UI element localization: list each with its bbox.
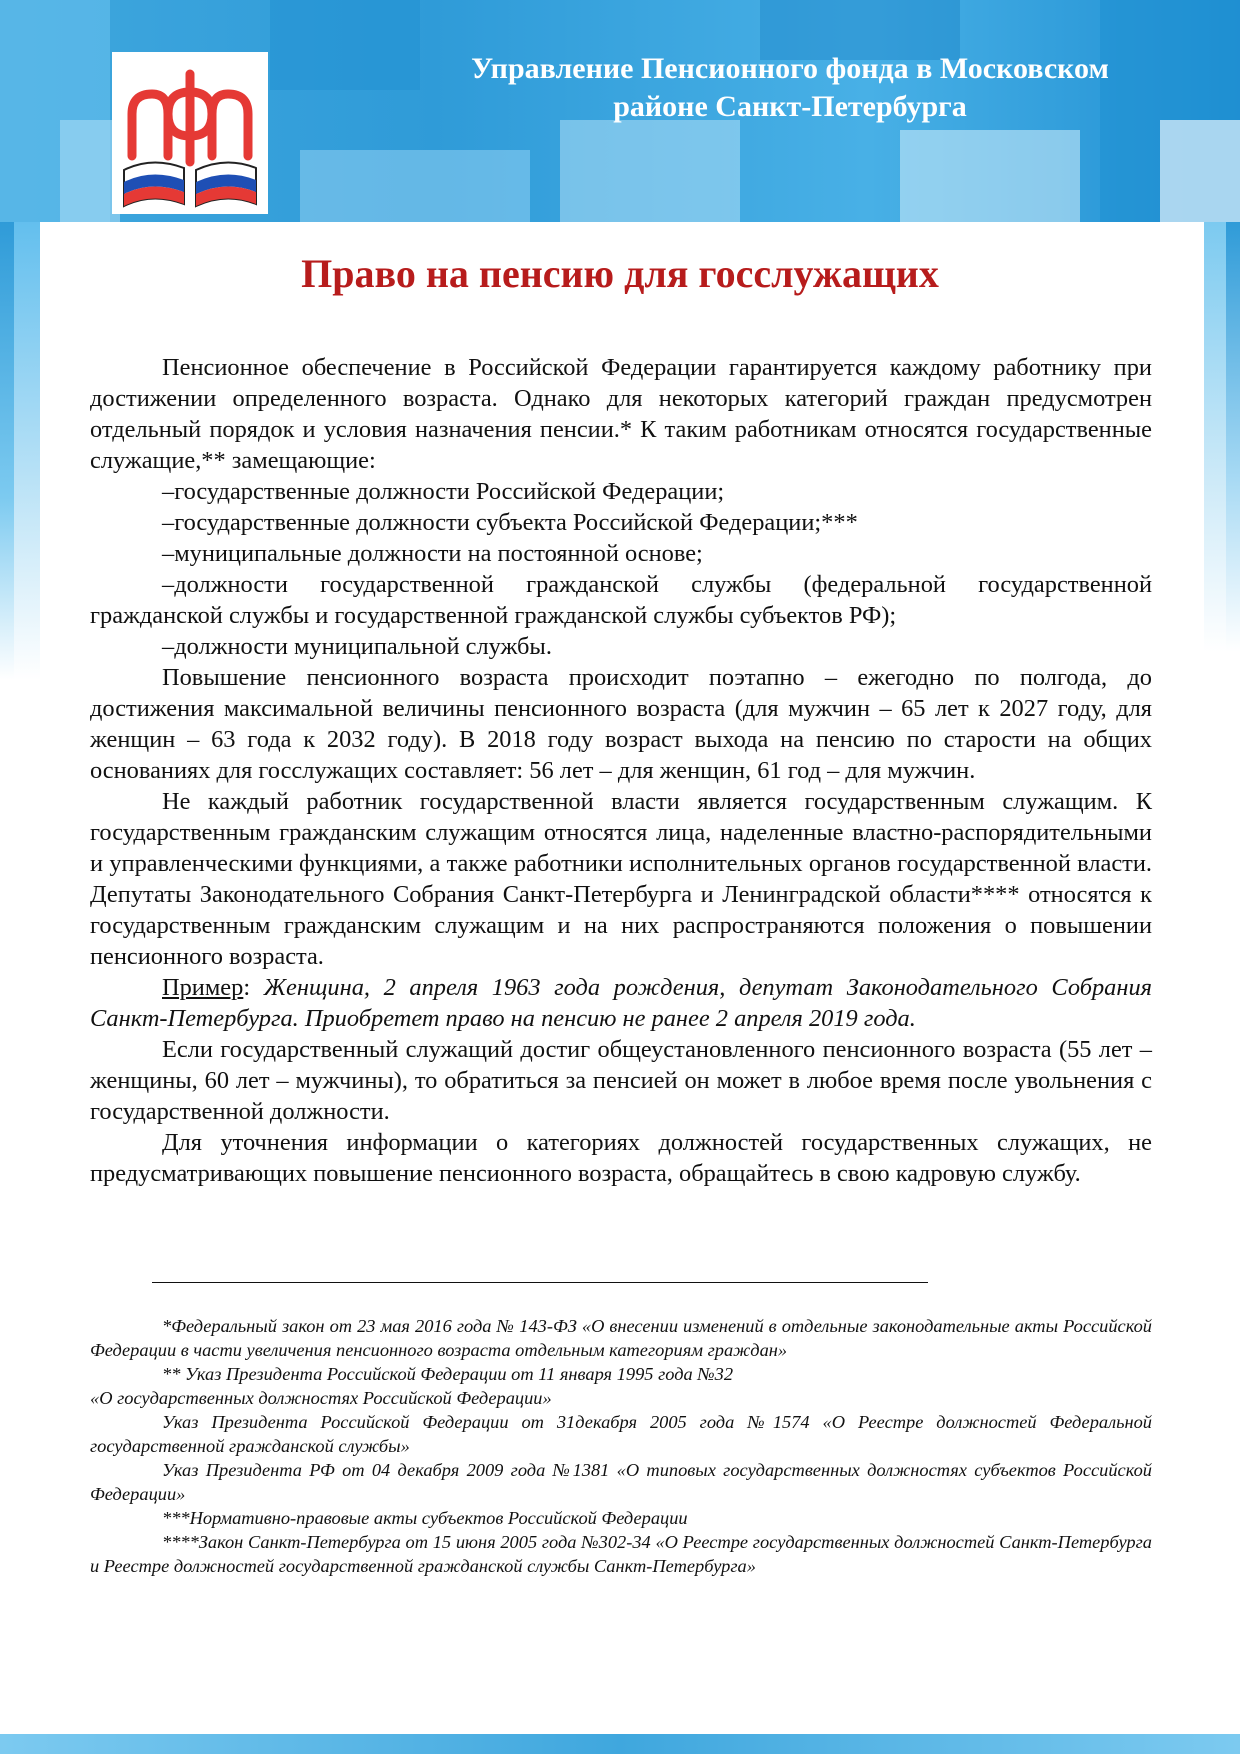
header-tile: [300, 150, 530, 222]
retirement-age-paragraph: Повышение пенсионного возраста происходит поэтапно – ежегодно по полгода, до достижения максимальной величины пенсионного возраста (для мужчин – 65 лет к 2027 году, для женщин – 63 года к 2032 году). В 2018 году возраст выхода на пенсию по старости на общих основаниях для госслужащих составляет: 56 лет – для женщин, 61 год – для мужчин.: [90, 664, 1152, 784]
document-title: Право на пенсию для госслужащих: [301, 251, 939, 296]
general-age-paragraph: Если государственный служащий достиг общеустановленного пенсионного возраста (55 лет – женщины, 60 лет – мужчины), то обратиться за пенсией он может в любое время после увольнения с государственной должности.: [90, 1036, 1152, 1125]
header-tile: [60, 120, 120, 222]
footnote: «О государственных должностях Российской Федерации»: [90, 1388, 552, 1408]
footnote-separator: [152, 1282, 928, 1283]
intro-paragraph: Пенсионное обеспечение в Российской Федерации гарантируется каждому работнику при достижении определенного возраста. Однако для некоторых категорий граждан предусмотрен отдельный порядок и условия назначения пенсии.* К таким работникам относятся государственные служащие,** замещающие:: [90, 354, 1152, 474]
organization-title: [420, 50, 1160, 126]
example-paragraph: [90, 972, 1152, 1034]
footnote: ****Закон Санкт-Петербурга от 15 июня 2005 года №302-34 «О Реестре государственных должностей Санкт-Петербурга и Реестре должностей государственной гражданской службы Санкт-Петербурга»: [90, 1532, 1152, 1576]
example-label: Пример: [162, 974, 244, 1001]
footnote: Указ Президента РФ от 04 декабря 2009 года №1381 «О типовых государственных должностях субъектов Российской Федерации»: [90, 1460, 1152, 1504]
header-tile: [560, 120, 740, 222]
organization-title-line2: районе Санкт-Петербурга: [613, 90, 967, 123]
header-tile: [270, 0, 420, 90]
list-item: –государственные должности субъекта Российской Федерации;***: [162, 509, 858, 536]
footnote: Указ Президента Российской Федерации от 31декабря 2005 года №1574 «О Реестре должностей Федеральной государственной гражданской службы»: [90, 1412, 1152, 1456]
header-tile: [900, 130, 1080, 222]
header-tile: [1160, 120, 1240, 222]
list-item: –должности государственной гражданской службы (федеральной государственной гражданской службы и государственной гражданской службы субъектов РФ);: [90, 571, 1152, 629]
document-body: [90, 352, 1152, 1189]
contact-hr-paragraph: Для уточнения информации о категориях должностей государственных служащих, не предусматривающих повышение пенсионного возраста, обращайтесь в свою кадровую службу.: [90, 1129, 1152, 1187]
pfr-logo: [112, 52, 268, 214]
footnote: ***Нормативно-правовые акты субъектов Российской Федерации: [162, 1508, 688, 1528]
list-item: –государственные должности Российской Федерации;: [162, 478, 725, 505]
list-item: –должности муниципальной службы.: [162, 633, 552, 660]
footnote: *Федеральный закон от 23 мая 2016 года № 143-ФЗ «О внесении изменений в отдельные законодательные акты Российской Федерации в части увеличения пенсионного возраста отдельным категориям граждан»: [90, 1316, 1152, 1360]
civil-servants-paragraph: Не каждый работник государственной власти является государственным служащим. К государственным гражданским служащим относятся лица, наделенные властно-распорядительными и управленческими функциями, а также работники исполнительных органов государственной власти. Депутаты Законодательного Собрания Санкт-Петербурга и Ленинградской области**** относятся к государственным гражданским служащим и на них распространяются положения о повышении пенсионного возраста.: [90, 788, 1152, 970]
organization-title-line1: Управление Пенсионного фонда в Московском: [471, 52, 1109, 85]
footer-band: [0, 1734, 1240, 1754]
footnotes: [90, 1314, 1152, 1578]
pfr-logo-icon: [112, 52, 268, 214]
footnote: ** Указ Президента Российской Федерации от 11 января 1995 года №32: [162, 1364, 734, 1384]
example-colon: :: [243, 974, 264, 1001]
list-item: –муниципальные должности на постоянной основе;: [162, 540, 703, 567]
example-text: Женщина, 2 апреля 1963 года рождения, депутат Законодательного Собрания Санкт-Петербурга. Приобретет право на пенсию не ранее 2 апреля 2019 года.: [90, 974, 1152, 1032]
